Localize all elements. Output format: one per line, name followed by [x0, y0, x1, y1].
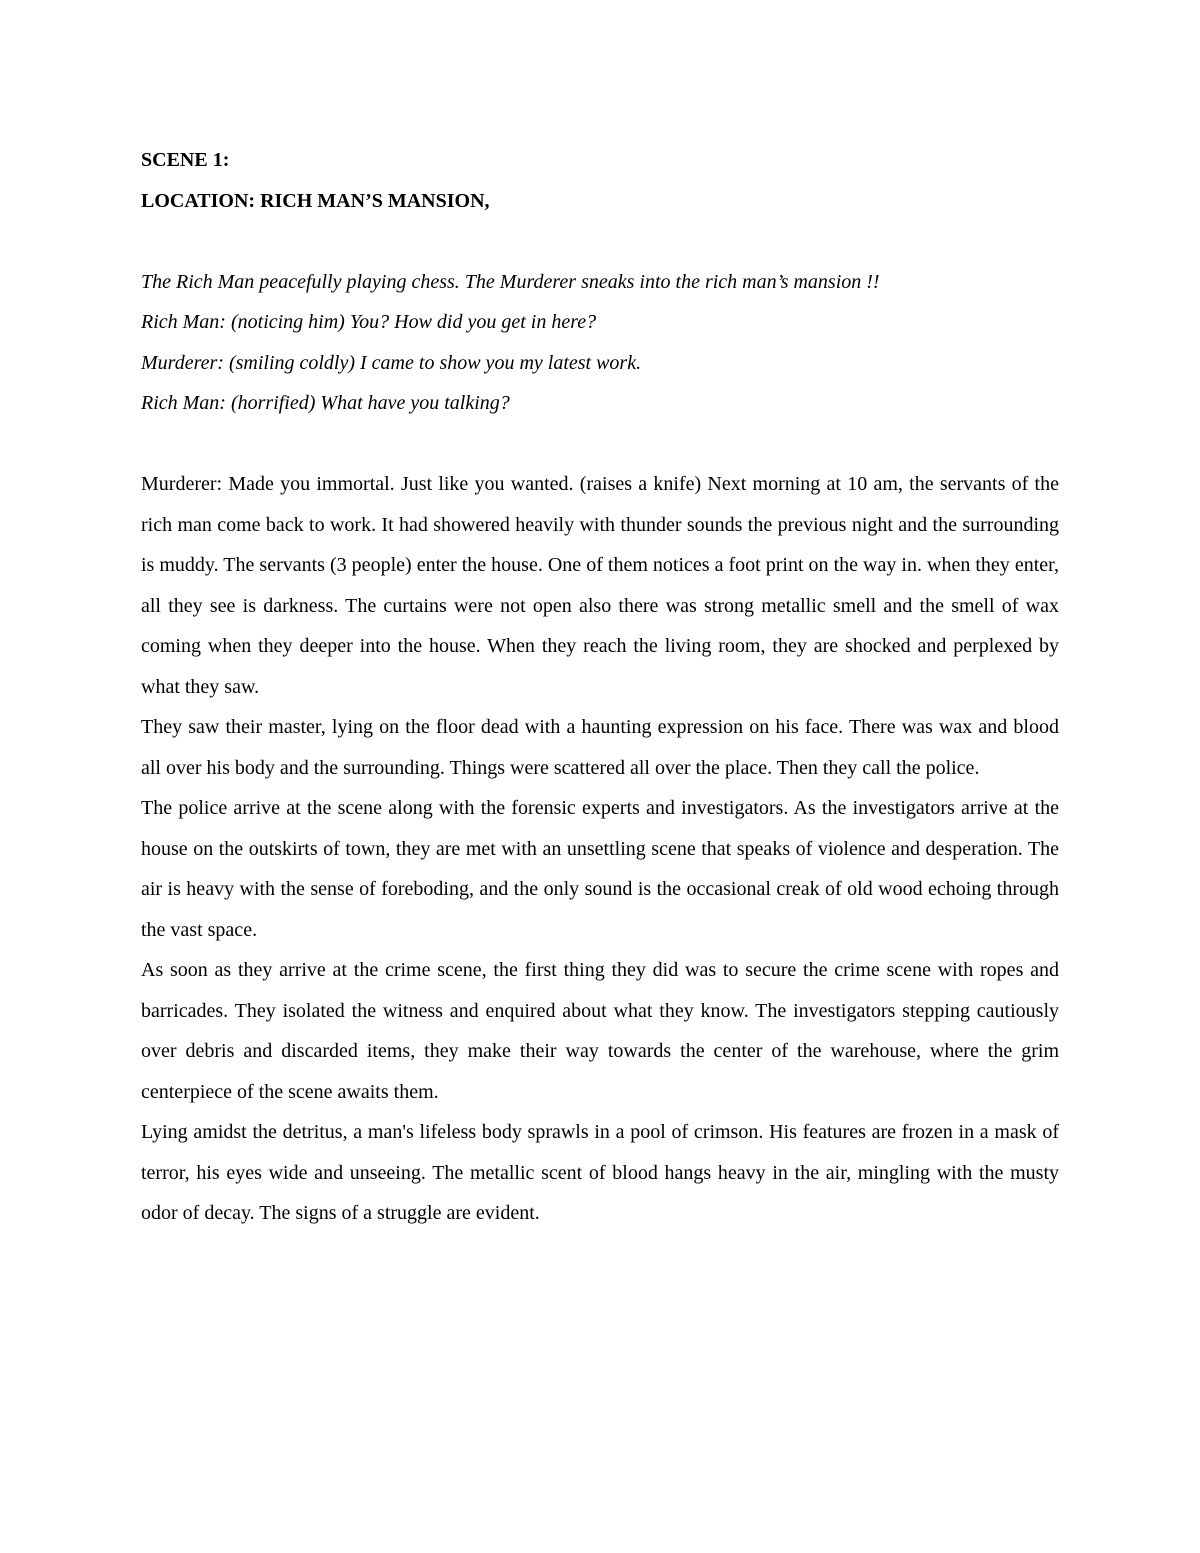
blank-line [141, 221, 1059, 262]
paragraph: Lying amidst the detritus, a man's lifeless body sprawls in a pool of crimson. His features are frozen in a mask of terror, his eyes wide and unseeing. The metallic scent of blood hangs heavy in the air, mingling with the musty odor of decay. The signs of a struggle are evident. [141, 1121, 1059, 1224]
scene-heading: SCENE 1: [141, 149, 230, 171]
paragraph: The police arrive at the scene along with the forensic experts and investigators. As the investigators arrive at the house on the outskirts of town, they are met with an unsettling scene that speaks of violence and desperation. The air is heavy with the sense of foreboding, and the only sound is the occasional creak of old wood echoing through the vast space. [141, 797, 1059, 941]
stage-direction: The Rich Man peacefully playing chess. The Murderer sneaks into the rich man’s mansion !! [141, 270, 880, 293]
location-heading: LOCATION: RICH MAN’S MANSION, [141, 189, 490, 212]
dialogue-line-rich-man: Rich Man: (horrified) What have you talking? [141, 392, 510, 414]
document-body [141, 140, 1059, 1234]
paragraph: They saw their master, lying on the floor dead with a haunting expression on his face. There was wax and blood all over his body and the surrounding. Things were scattered all over the place. Then they call the police. [141, 716, 1059, 779]
paragraph: Murderer: Made you immortal. Just like you wanted. (raises a knife) Next morning at 10 am, the servants of the rich man come back to work. It had showered heavily with thunder sounds the previous night and the surrounding is muddy. The servants (3 people) enter the house. One of them notices a foot print on the way in. when they enter, all they see is darkness. The curtains were not open also there was strong metallic smell and the smell of wax coming when they deeper into the house. When they reach the living room, they are shocked and perplexed by what they saw. [141, 473, 1059, 698]
dialogue-line-murderer: Murderer: (smiling coldly) I came to show you my latest work. [141, 351, 642, 374]
blank-line [141, 424, 1059, 465]
dialogue-line-rich-man: Rich Man: (noticing him) You? How did you get in here? [141, 311, 597, 333]
paragraph: As soon as they arrive at the crime scene, the first thing they did was to secure the crime scene with ropes and barricades. They isolated the witness and enquired about what they know. The investigators stepping cautiously over debris and discarded items, they make their way towards the center of the warehouse, where the grim centerpiece of the scene awaits them. [141, 959, 1059, 1103]
